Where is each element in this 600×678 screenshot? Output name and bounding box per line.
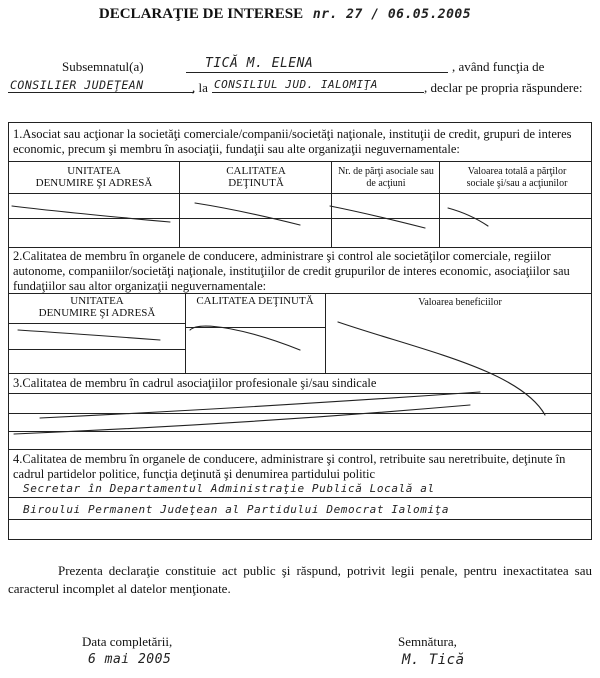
- section2-text: 2.Calitatea de membru în organele de conducere, administrare şi control ale societăţilor comerciale, regiilor autonome, companiilor/societăţi naţionale, instituţiilor de credit grupurilor de interes economic, asociaţiilor sau fundaţiilor sau altor organizaţii neguvernamentale:: [13, 249, 570, 293]
- section4-entry-line2: Biroului Permanent Judeţean al Partidului Democrat Ialomiţa: [23, 503, 450, 516]
- s2-col-valoarea: Valoarea beneficiilor: [418, 297, 502, 308]
- institution-underline: [212, 92, 424, 93]
- document-title: [0, 6, 600, 23]
- signature-value: M. Tică: [402, 652, 465, 668]
- section3-text: 3.Calitatea de membru în cadrul asociaţiilor profesionale şi/sau sindicale: [13, 376, 377, 390]
- s1-col-nr-parti: Nr. de părţi asociale sau de acţiuni: [338, 166, 434, 189]
- at-label: , la: [192, 80, 208, 95]
- declarant-prefix: Subsemnatul(a): [62, 59, 144, 74]
- registration-number: nr. 27 / 06.05.2005: [312, 7, 472, 22]
- s2-col-unitatea: UNITATEA DENUMIRE ŞI ADRESĂ: [38, 295, 156, 319]
- date-label: Data completării,: [82, 634, 173, 649]
- role-label: , având funcţia de: [452, 59, 545, 74]
- section4-text: 4.Calitatea de membru în organele de conducere, administrare şi control, retribuite sau neretribuite, deţinute în cadrul partidelor politice, funcţia deţinută şi denumirea partidului politic: [13, 452, 566, 481]
- s1-col-valoarea: Valoarea totală a părţilor sociale şi/sau a acţiunilor: [466, 166, 568, 189]
- s2-col-calitatea: CALITATEA DEŢINUTĂ: [196, 295, 314, 307]
- title-text: DECLARAŢIE DE INTERESE: [98, 6, 304, 22]
- declare-label: , declar pe propria răspundere:: [424, 80, 583, 95]
- s1-col-unitatea: UNITATEA DENUMIRE ŞI ADRESĂ: [35, 165, 153, 189]
- function-underline: [8, 92, 194, 93]
- s1-col-calitatea: CALITATEA DEŢINUTĂ: [226, 165, 286, 189]
- declaration-table: [8, 122, 592, 540]
- name-underline: [186, 72, 448, 73]
- signature-label: Semnătura,: [398, 634, 457, 649]
- section1-text: 1.Asociat sau acţionar la societăţi comerciale/companii/societăţi naţionale, instituţii de credit, grupuri de interes economic, precum şi membru în asociaţii, fundaţii sau alte organizaţii neguvernamentale:: [13, 127, 572, 156]
- declarant-name: TICĂ M. ELENA: [205, 56, 314, 71]
- legal-statement: Prezenta declaraţie constituie act public şi răspund, potrivit legii penale, pentru inexactitatea sau caracterul incomplet al datelor menţionate.: [8, 563, 592, 596]
- section4-entry-line1: Secretar în Departamentul Administraţie Publică Locală al: [23, 482, 435, 495]
- date-value: 6 mai 2005: [88, 652, 172, 667]
- declarant-function: CONSILIER JUDEŢEAN: [10, 78, 144, 92]
- declarant-institution: CONSILIUL JUD. IALOMIŢA: [214, 78, 378, 91]
